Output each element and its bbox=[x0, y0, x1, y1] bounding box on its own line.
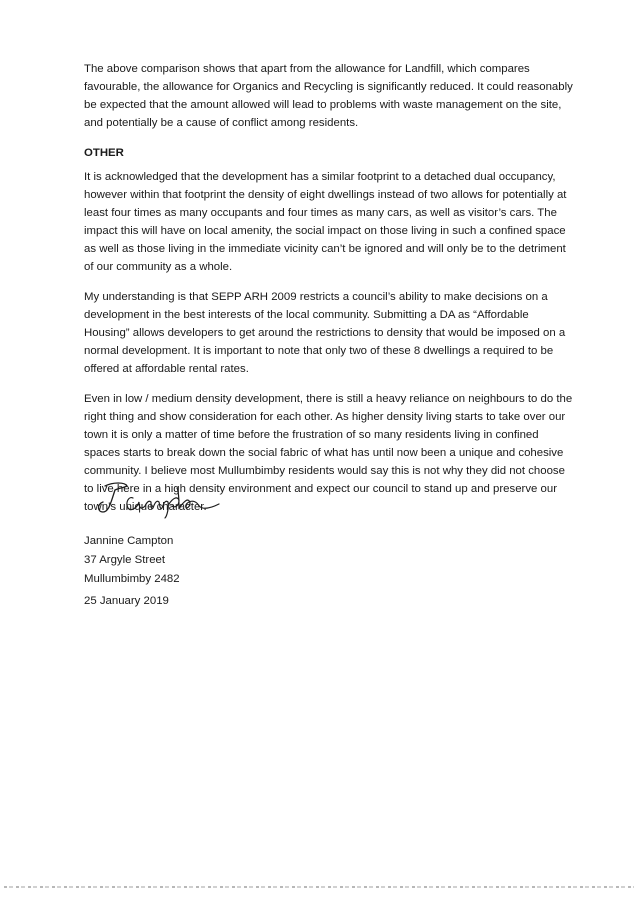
handwritten-signature bbox=[95, 478, 225, 520]
signature-block bbox=[84, 532, 180, 589]
address-street: 37 Argyle Street bbox=[84, 554, 166, 566]
scan-artifact-line bbox=[4, 886, 634, 888]
address-town: Mullumbimby 2482 bbox=[84, 573, 180, 585]
paragraph-footprint-density: It is acknowledged that the development has a similar footprint to a detached dual occupancy, however within that footprint the density of eight dwellings instead of two allows for potentially at least four times as many occupants and four times as many cars, as well as visitor’s cars. The impact this will have on local amenity, the social impact on those living in such a confined space as well as those living in the immediate vicinity can’t be ignored and will only be to the detriment of our community as a whole. bbox=[84, 171, 567, 273]
paragraph-waste-comparison: The above comparison shows that apart from the allowance for Landfill, which compares favourable, the allowance for Organics and Recycling is significantly reduced. It could reasonably be expected that the amount allowed will lead to problems with waste management on the site, and potentially be a cause of conflict among residents. bbox=[84, 63, 573, 129]
signatory-name: Jannine Campton bbox=[84, 535, 174, 547]
paragraph-sepp-arh: My understanding is that SEPP ARH 2009 restricts a council’s ability to make decisions on a development in the best interests of the local community. Submitting a DA as “Affordable Housing” allows developers to get around the restrictions to density that would be imposed on a normal development. It is important to note that only two of these 8 dwellings a required to be offered at affordable rental rates. bbox=[84, 291, 566, 375]
paragraph-neighbour-reliance: Even in low / medium density development, there is still a heavy reliance on neighbours to do the right thing and show consideration for each other. As higher density living starts to take over our town it is only a matter of time before the frustration of so many residents living in confined spaces starts to break down the social fabric of what has until now been a unique and cohesive community. I believe most Mullumbimby residents would say this is not why they did not choose to live here in a high density environment and expect our council to stand up and preserve our town’s unique character. bbox=[84, 393, 573, 513]
heading-other: OTHER bbox=[84, 147, 124, 159]
letter-body bbox=[84, 60, 574, 528]
letter-date: 25 January 2019 bbox=[84, 595, 169, 607]
